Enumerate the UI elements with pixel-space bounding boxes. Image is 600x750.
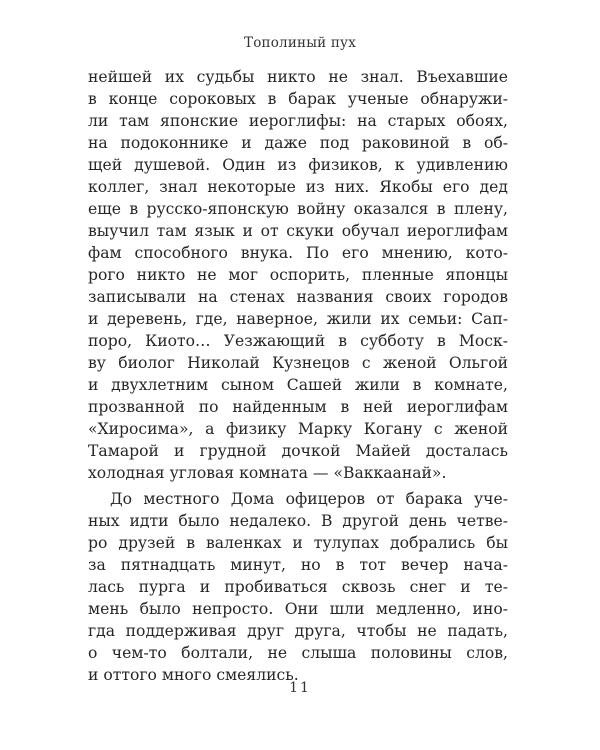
text-line: и оттого много смеялись. bbox=[88, 666, 299, 684]
text-line: ву биолог Николай Кузнецов с женой Ольгой bbox=[88, 354, 508, 372]
text-line: в конце сороковых в барак ученые обнаружи- bbox=[88, 90, 508, 108]
text-line: фам способного внука. По его мнению, кото- bbox=[88, 244, 508, 262]
text-line: рого никто не мог оспорить, пленные японцы bbox=[88, 266, 508, 284]
text-line: лась пурга и пробиваться сквозь снег и те- bbox=[88, 578, 508, 596]
text-line: о чем-то болтали, не слыша половины слов, bbox=[88, 644, 508, 662]
text-line: щей душевой. Один из физиков, к удивлению bbox=[88, 156, 508, 174]
paragraph-1 bbox=[88, 66, 508, 484]
text-line: еще в русско-японскую войну оказался в плену, bbox=[88, 200, 508, 218]
running-head: Тополиный пух bbox=[243, 35, 357, 51]
text-line: мень было непросто. Они шли медленно, ино- bbox=[88, 600, 508, 618]
text-line: прозванной по найденным в ней иероглифам bbox=[88, 398, 508, 416]
text-line: и двухлетним сыном Сашей жили в комнате, bbox=[88, 376, 508, 394]
text-line: Тамарой и грудной дочкой Майей досталась bbox=[88, 442, 508, 460]
text-line: ро друзей в валенках и тулупах добрались бы bbox=[88, 534, 508, 552]
text-line: До местного Дома офицеров от барака уче- bbox=[110, 490, 508, 508]
text-line: «Хиросима», а физику Марку Когану с женой bbox=[88, 420, 508, 438]
text-line: коллег, знал некоторые из них. Якобы его дед bbox=[88, 178, 508, 196]
text-line: ли там японские иероглифы: на старых обоях, bbox=[88, 112, 508, 130]
text-line: холодная угловая комната — «Ваккаанай». bbox=[88, 464, 447, 482]
text-line: гда поддерживая друг друга, чтобы не падать, bbox=[88, 622, 508, 640]
text-line: и деревень, где, наверное, жили их семьи: Сап- bbox=[88, 310, 508, 328]
body-text bbox=[88, 66, 508, 686]
text-line: ных идти было недалеко. В другой день четве- bbox=[88, 512, 508, 530]
text-line: записывали на стенах названия своих городов bbox=[88, 288, 508, 306]
text-line: за пятнадцать минут, но в тот вечер нача- bbox=[88, 556, 508, 574]
page-number: 11 bbox=[289, 680, 311, 696]
paragraph-2 bbox=[88, 488, 508, 686]
text-line: выучил там язык и от скуки обучал иероглифам bbox=[88, 222, 508, 240]
text-line: нейшей их судьбы никто не знал. Въехавшие bbox=[88, 68, 508, 86]
text-line: на подоконнике и даже под раковиной в об- bbox=[88, 134, 508, 152]
text-line: поро, Киото… Уезжающий в субботу в Моск- bbox=[88, 332, 508, 350]
